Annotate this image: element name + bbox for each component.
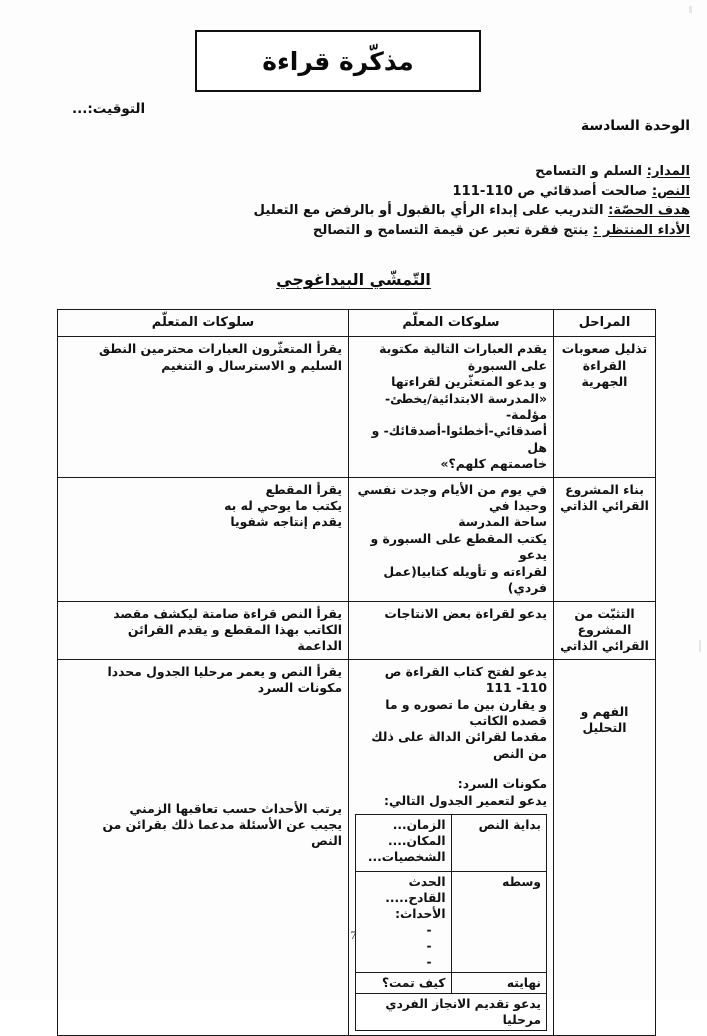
column-header-learner: سلوكات المتعلّم (58, 310, 349, 337)
learner-behaviour-cell (58, 659, 349, 1035)
nested-label-start: بداية النص (451, 814, 547, 871)
stage-line: القراءة الجهرية (581, 357, 628, 390)
teacher-line: في يوم من الأيام وجدت نفسي وحيدا في (357, 481, 547, 514)
learner-behaviour-cell (58, 337, 349, 477)
learner-line: يجيب عن الأسئلة مدعما ذلك بقرائن من (102, 816, 342, 832)
nested-row-start (356, 814, 547, 871)
teacher-line: و يقارن بين ما تصوره و ما قصده الكاتب (385, 696, 547, 728)
column-header-teacher: سلوكات المعلّم (349, 310, 554, 337)
teacher-line: يقدم العبارات التالية مكتوبة على السبورة (379, 341, 547, 373)
table-row (58, 659, 656, 1035)
page-title: مذكّرة قراءة (262, 46, 414, 76)
teacher-line: أصدقائي-أخطئوا-أصدقائك- و هل (371, 423, 547, 455)
stage-cell (554, 601, 656, 659)
pedagogy-heading-text: التّمشّي البيداغوجي (276, 270, 431, 289)
nested-fill-line: المكان.... (387, 833, 446, 848)
narrative-components-table-wrap (355, 814, 547, 1031)
teacher-line: يدعو لقراءة بعض الانتاجات (384, 605, 547, 621)
nested-fill-line: الشخصيات... (367, 849, 446, 864)
learner-line: يقرأ النص و يعمر مرحليا الجدول محددا (107, 663, 342, 679)
meta-value-expected: ينتج فقرة تعبر عن قيمة التسامح و التصالح (312, 222, 589, 238)
teacher-line: مقدما لقرائن الدالة على ذلك من النص (371, 729, 547, 761)
meta-value-text: صالحت أصدقائي ص 110-111 (452, 183, 648, 199)
meta-value-domain: السلم و التسامح (535, 164, 643, 179)
nested-fill-line: الحدث القادح..... (385, 874, 446, 905)
learner-gap (64, 697, 342, 743)
nested-footer-text: يدعو تقديم الانجاز الفردي مرحليا (356, 993, 547, 1030)
nested-fill-line: الأحداث: (395, 906, 446, 921)
stage-line: تذليل صعوبات (561, 341, 648, 357)
learner-line: مكونات السرد (257, 680, 342, 696)
document-title-box (195, 30, 481, 92)
stage-line: بناء المشروع (565, 481, 644, 497)
pedagogy-heading (0, 270, 707, 289)
nested-fill-end: كيف تمت؟ (356, 972, 452, 993)
learner-line: الداعمة (297, 638, 342, 654)
lesson-plan-table (57, 309, 656, 1036)
nested-row-end (356, 972, 547, 993)
column-header-stages: المراحل (554, 310, 656, 337)
stage-line: الفهم و التحليل (580, 703, 629, 736)
teacher-line-spacer (355, 762, 547, 776)
scan-artifact-top-right (689, 6, 692, 13)
meta-line-text (30, 182, 690, 202)
teacher-line: ساحة المدرسة (458, 514, 547, 530)
teacher-line: يكتب المقطع على السبورة و يدعو (370, 530, 547, 563)
teacher-line: «المدرسة الابتدائية/يخطئ-مؤلمة- (384, 390, 547, 423)
teacher-line: يدعو لفتح كتاب القراءة ص 110- 111 (384, 663, 547, 696)
nested-label-middle: وسطه (451, 871, 547, 972)
meta-key-domain: المدار: (646, 164, 690, 179)
table-row (58, 337, 656, 477)
table-row (58, 601, 656, 659)
narrative-components-table (355, 814, 547, 1031)
meta-value-objective: التدريب على إبداء الرأي بالقبول أو بالرفض مع التعليل (253, 203, 604, 218)
table-row (58, 477, 656, 601)
stage-line: القرائي الذاتي (560, 638, 649, 654)
unit-title: الوحدة السادسة (580, 118, 690, 134)
nested-fill-line: - (426, 922, 432, 937)
table-header-row (58, 310, 656, 337)
nested-fill-line: الزمان... (392, 817, 446, 832)
learner-gap (64, 789, 342, 801)
stage-cell (554, 659, 656, 1035)
learner-behaviour-cell (58, 601, 349, 659)
learner-line: يرتب الأحداث حسب تعاقبها الزمني (129, 800, 342, 816)
learner-line: السليم و الاسترسال و التنغيم (161, 357, 342, 373)
learner-line: يقرأ النص قراءة صامتة ليكشف مقصد (113, 605, 342, 621)
meta-key-text: النص: (651, 183, 690, 199)
narrative-intro-line: يدعو لتعمير الجدول التالي: (384, 792, 547, 808)
teacher-behaviour-cell (349, 659, 554, 1035)
meta-line-domain (30, 162, 690, 182)
stage-cell (554, 337, 656, 477)
stage-cell (554, 477, 656, 601)
learner-line: الكاتب بهذا المقطع و يقدم القرائن (127, 621, 342, 637)
teacher-line-spacer (355, 622, 547, 636)
learner-line: يكتب ما يوحي له به (224, 498, 342, 514)
learner-behaviour-cell (58, 477, 349, 601)
timing-label: التوقيت:... (72, 101, 146, 117)
nested-label-end: نهايته (451, 972, 547, 993)
meta-line-objective (30, 201, 690, 221)
teacher-line: لقراءته و تأويله كتابيا(عمل فردي) (383, 563, 547, 596)
nested-fill-start (356, 814, 452, 871)
learner-line: يقرأ المتعثّرون العبارات محترمين النطق (99, 341, 342, 357)
nested-row-middle (356, 871, 547, 972)
learner-line: يقدم إنتاجه شفويا (230, 514, 342, 530)
stage-line: القرائي الذاتي (560, 498, 649, 514)
learner-gap (64, 743, 342, 789)
scan-artifact-right (699, 640, 701, 652)
nested-footer-row (356, 993, 547, 1030)
teacher-line: خاصمتهم كلهم؟» (440, 456, 547, 472)
meta-line-expected (30, 221, 690, 241)
narrative-intro-line: مكونات السرد: (457, 776, 547, 792)
learner-line: النص (311, 833, 342, 849)
teacher-behaviour-cell (349, 477, 554, 601)
meta-key-objective: هدف الحصّة: (608, 203, 690, 218)
lesson-metadata (30, 162, 690, 240)
teacher-line: و يدعو المتعثّرين لقراءتها (391, 374, 547, 390)
stage-line: التثبّت من المشروع (574, 605, 635, 637)
nested-fill-line: - (426, 938, 432, 953)
meta-key-expected: الأداء المنتظر : (593, 222, 690, 238)
learner-line: يقرأ المقطع (265, 481, 342, 497)
teacher-behaviour-cell (349, 337, 554, 477)
page-number: 7 (350, 928, 357, 942)
teacher-behaviour-cell (349, 601, 554, 659)
nested-fill-line: - (426, 954, 432, 969)
nested-fill-middle (356, 871, 452, 972)
